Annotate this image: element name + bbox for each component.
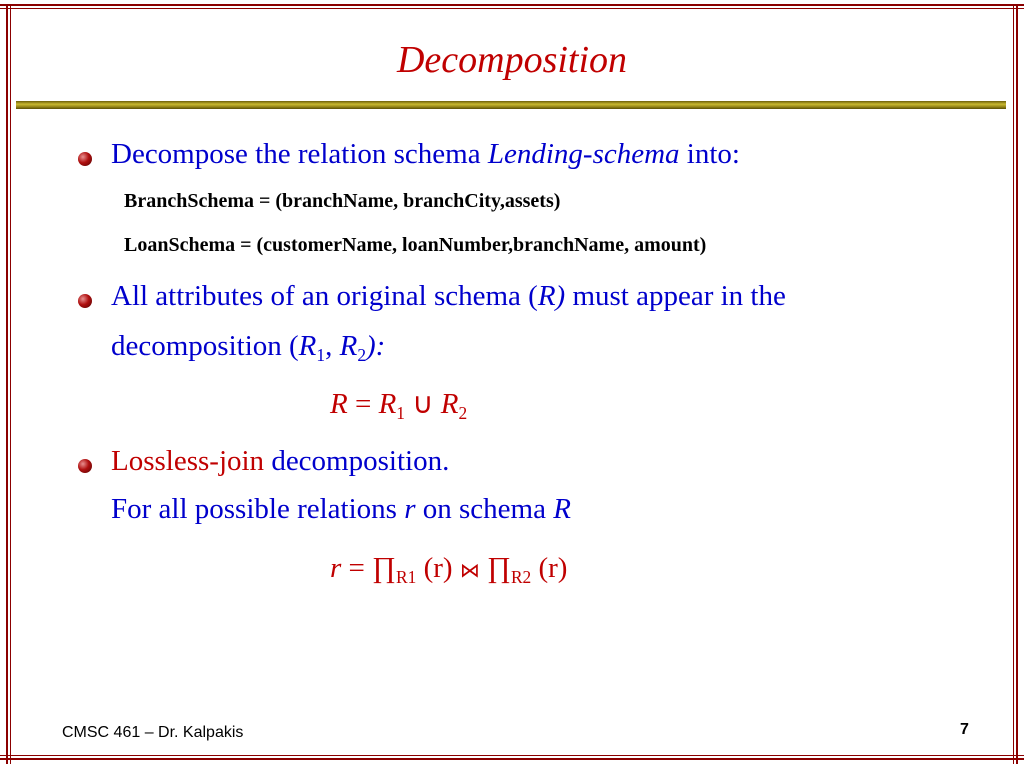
bullet-3-var-r: r xyxy=(404,493,416,525)
footer-page-number: 7 xyxy=(960,721,969,738)
projection-1-sub: R1 xyxy=(396,567,417,588)
bullet-1-text-pre: Decompose the relation schema xyxy=(111,138,488,170)
frame-top-border xyxy=(0,4,1024,6)
bullet-2-r2-sub: 2 xyxy=(357,345,367,366)
bullet-3-marker xyxy=(78,459,92,473)
natural-join-operator: ⋈ xyxy=(459,560,480,582)
title-divider xyxy=(16,101,1006,109)
projection-2-arg: (r) xyxy=(531,552,568,584)
loan-schema-line: LoanSchema = (customerName, loanNumber,branchName, amount) xyxy=(124,234,707,256)
join-equation xyxy=(330,552,568,588)
bullet-2-line-1 xyxy=(111,280,786,313)
bullet-2-line-1-pre: All attributes of an original schema ( xyxy=(111,280,538,312)
footer-course-label: CMSC 461 – Dr. Kalpakis xyxy=(62,724,244,741)
union-eq-sub2: 2 xyxy=(458,403,468,424)
bullet-3-line-2 xyxy=(111,493,571,526)
union-equation xyxy=(330,386,468,424)
union-eq-r2: R xyxy=(440,388,459,420)
projection-2: ∏ xyxy=(479,552,511,584)
slide-title: Decomposition xyxy=(396,39,628,81)
bullet-2-r2: R xyxy=(339,330,358,362)
projection-1-arg: (r) xyxy=(416,552,460,584)
bullet-2-line-2-post: ): xyxy=(366,330,386,362)
projection-2-sub: R2 xyxy=(510,567,532,588)
bullet-2-var-r: R) xyxy=(537,280,566,312)
bullet-2-line-1-post: must appear in the xyxy=(565,280,786,312)
bullet-2-marker xyxy=(78,294,92,308)
frame-bottom-border xyxy=(0,758,1024,760)
join-eq-lhs: r xyxy=(330,552,342,584)
bullet-3-line-2-pre: For all possible relations xyxy=(111,493,405,525)
join-eq-equals: = xyxy=(341,552,373,584)
lossless-join-term: Lossless-join xyxy=(111,445,265,477)
bullet-3-line-1-rest: decomposition. xyxy=(264,445,450,477)
frame-left-border xyxy=(6,4,8,764)
frame-left-border-inner xyxy=(10,4,11,764)
bullet-3-line-2-mid: on schema xyxy=(415,493,554,525)
frame-right-border-inner xyxy=(1013,4,1014,764)
union-operator: ∪ xyxy=(405,388,441,420)
bullet-1-text-italic: Lending-schema xyxy=(487,138,680,170)
frame-bottom-border-inner xyxy=(0,755,1024,756)
union-eq-sub1: 1 xyxy=(396,403,405,424)
bullet-2-comma: , xyxy=(325,330,340,362)
union-eq-r1: R xyxy=(378,388,397,420)
bullet-2-r1: R xyxy=(298,330,317,362)
projection-1: ∏ xyxy=(372,552,397,584)
branch-schema-line: BranchSchema = (branchName, branchCity,assets) xyxy=(124,190,561,212)
frame-right-border xyxy=(1016,4,1018,764)
bullet-2-line-2-pre: decomposition ( xyxy=(111,330,299,362)
bullet-1-text-post: into: xyxy=(679,138,740,170)
bullet-2-line-2 xyxy=(111,330,386,366)
union-eq-lhs: R xyxy=(330,388,348,420)
union-eq-equals: = xyxy=(347,388,379,420)
bullet-1-marker xyxy=(78,152,92,166)
bullet-1-text xyxy=(111,138,740,171)
bullet-2-r1-sub: 1 xyxy=(316,345,326,366)
frame-top-border-inner xyxy=(0,8,1024,9)
bullet-3-var-schema: R xyxy=(553,493,571,525)
bullet-3-line-1 xyxy=(111,445,449,478)
